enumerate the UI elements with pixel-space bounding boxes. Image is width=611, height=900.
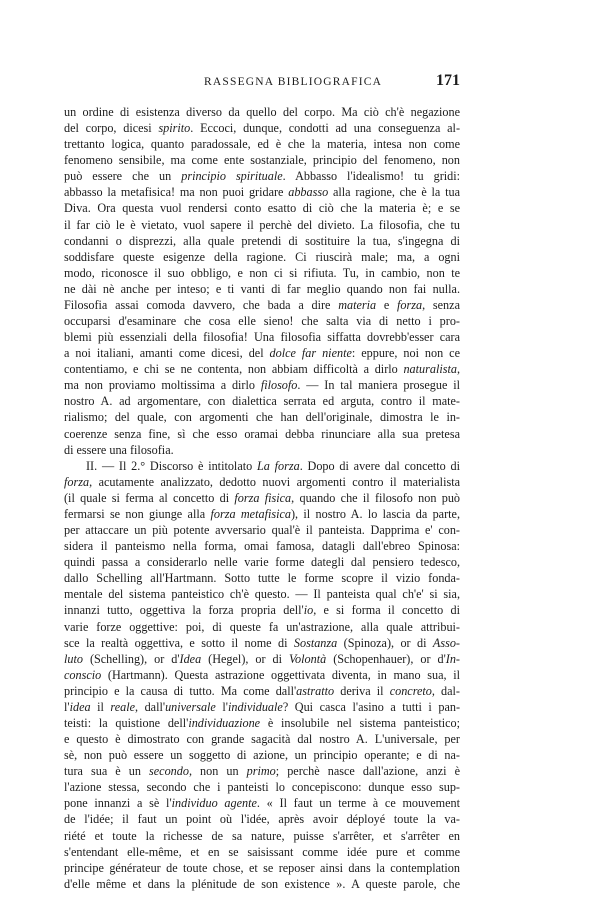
italic-text: reale — [110, 699, 136, 714]
text-segment: ma non proviamo moltissima a dirlo — [64, 378, 261, 393]
text-segment: innanzi tutto, oggettiva la forza propria dell' — [64, 603, 304, 618]
italic-text: secondo — [149, 764, 189, 779]
text-line — [64, 763, 460, 779]
text-line — [64, 136, 460, 152]
text-segment: è insolubile nel sistema panteistico; — [260, 715, 460, 730]
italic-text: individuale — [227, 699, 283, 714]
page-number: 171 — [436, 72, 460, 89]
text-segment: . Dopo di avere dal concetto di — [299, 458, 460, 473]
text-segment: di essere una filosofia. — [64, 442, 174, 457]
text-segment: deriva il — [334, 683, 390, 698]
text-segment: sce la realtà oggettiva, e sotto il nome di — [64, 635, 294, 650]
text-segment: Diva. Ora questa vuol rendersi conto esatto di ciò che la materia è; e se — [64, 201, 460, 216]
text-segment: condanni o disprezzi, alla quale pretendi di sostituire la tua, s'ingegna di — [64, 233, 460, 248]
text-segment: de l'idée; il faut un point où l'idée, après avoir déployé toute la va- — [64, 812, 460, 827]
italic-text: abbasso — [288, 185, 329, 200]
text-segment: coerenze senza fine, sì che esso oramai debba rinunciare alla sua pretesa — [64, 426, 460, 441]
text-segment: , senza — [422, 297, 460, 312]
italic-text: dolce far niente — [269, 346, 352, 361]
text-segment: , dal- — [431, 683, 460, 698]
text-line — [64, 152, 460, 168]
text-segment: ), il nostro A. lo lascia da parte, — [290, 506, 460, 521]
italic-text: forza metafisica — [210, 506, 291, 521]
text-line — [64, 313, 460, 329]
text-line — [64, 217, 460, 233]
text-segment: , non un — [188, 764, 247, 779]
text-segment: l' — [215, 699, 228, 714]
text-segment: contentiamo, e chi se ne contenta, non abbiam difficoltà a dirlo — [64, 362, 404, 377]
text-segment: il — [90, 699, 111, 714]
text-segment: ne dài nè anche per inteso; e ti vanti di far meglio quando non fai nulla. — [64, 281, 460, 296]
italic-text: materia — [338, 297, 377, 312]
text-segment: ; perchè nasce dall'azione, anzi è — [275, 764, 460, 779]
text-segment: sè, non può essere un soggetto di azione, un principio operante; e di na- — [64, 748, 460, 763]
text-line — [64, 361, 460, 377]
italic-text: spirito — [158, 121, 191, 136]
text-segment: (Hartmann). Questa astrazione oggettivata diventa, in mano sua, il — [101, 667, 460, 682]
italic-text: primo — [246, 764, 276, 779]
text-segment: , e si forma il concetto di — [313, 603, 460, 618]
text-line — [64, 747, 460, 763]
text-line — [64, 393, 460, 409]
text-line — [64, 409, 460, 425]
text-line — [64, 683, 460, 699]
text-line — [64, 104, 460, 120]
text-segment: . « Il faut un terme à ce mouvement — [256, 796, 460, 811]
text-segment: principio e la causa di tutto. Ma come dall' — [64, 683, 297, 698]
text-segment: rialismo; del quale, con argomenti che han dell'originale, dimostra le in- — [64, 410, 460, 425]
italic-text: filosofo — [260, 378, 298, 393]
text-line — [64, 522, 460, 538]
text-line — [64, 635, 460, 651]
text-line — [64, 667, 460, 683]
text-segment: blemi più essenziali della filosofia! Una filosofia siffatta dovrebb'esser cara — [64, 330, 460, 345]
italic-text: forza fisica — [234, 490, 292, 505]
text-segment: (Spinoza), or di — [337, 635, 433, 650]
text-line — [64, 876, 460, 892]
text-line — [64, 844, 460, 860]
text-segment: d'elle même et dans la plénitude de son existence ». A queste parole, che — [64, 876, 460, 891]
text-line — [64, 297, 460, 313]
italic-text: individuo agente — [171, 796, 257, 811]
text-segment: sidera il panteismo nella forma, omai famosa, datagli dall'ebreo Spinosa: — [64, 539, 460, 554]
text-segment: varie forze oggettive: poi, di queste fa un'astrazione, alla quale attribui- — [64, 619, 460, 634]
text-segment: e — [376, 297, 398, 312]
text-segment: , — [456, 362, 460, 377]
text-segment: , dall' — [135, 699, 166, 714]
text-segment: (Hegel), or di — [201, 651, 289, 666]
text-segment: dallo Schelling all'Hartmann. Sotto tutte le forme scopre il vizio fonda- — [64, 571, 460, 586]
text-segment: occuparsi d'esaminare che cosa elle sieno! che salta via di netto i pro- — [64, 314, 460, 329]
text-line — [64, 442, 460, 458]
italic-text: io — [303, 603, 314, 618]
text-segment: soddisfare queste esigenze della ragione. Ci riuscirà male; ma, a ogni — [64, 249, 460, 264]
text-line — [64, 281, 460, 297]
text-segment: tura sua è un — [64, 764, 150, 779]
text-line — [64, 249, 460, 265]
text-segment: può essere che un — [64, 169, 182, 184]
text-line — [64, 265, 460, 281]
text-line — [64, 329, 460, 345]
text-line — [64, 120, 460, 136]
text-segment: abbasso la metafisica! ma non puoi gridare — [64, 185, 289, 200]
text-line — [64, 554, 460, 570]
text-line — [64, 619, 460, 635]
italic-text: idea — [69, 699, 91, 714]
italic-text: Asso- — [432, 635, 460, 650]
text-segment: modo, riconosce il suo obbligo, e non ci si rifiuta. Tu, in cambio, non te — [64, 265, 460, 280]
text-segment: fenomeno sensibile, ma come ente sostanziale, principio del fenomeno, non — [64, 153, 460, 168]
italic-text: conscio — [64, 667, 102, 682]
text-segment: teisti: la quistione dell' — [64, 715, 189, 730]
text-segment: , quando che il filosofo non può — [291, 490, 460, 505]
text-segment: l'azione stessa, secondo che i panteisti lo concepiscono: dunque esso sup- — [64, 780, 460, 795]
text-segment: Filosofia assai comoda davvero, che bada a dire — [64, 297, 339, 312]
text-line — [64, 795, 460, 811]
running-head — [64, 74, 460, 96]
text-segment: l' — [64, 699, 70, 714]
text-segment: per attaccare un più potente avversario qual'è il panteista. Dapprima e' con- — [64, 523, 460, 538]
text-line — [64, 458, 460, 474]
text-segment: fermarsi se non giunge alla — [64, 506, 211, 521]
text-line — [64, 828, 460, 844]
italic-text: universale — [165, 699, 216, 714]
text-line — [64, 779, 460, 795]
text-line — [64, 345, 460, 361]
text-line — [64, 811, 460, 827]
text-line — [64, 474, 460, 490]
italic-text: astratto — [296, 683, 335, 698]
text-line — [64, 860, 460, 876]
text-line — [64, 570, 460, 586]
text-segment: nostro A. ad argomentare, con dialettica serrata ed arguta, contro il mate- — [64, 394, 460, 409]
text-segment: e questo è dimostrato con grande sagacità dal nostro A. L'universale, per — [64, 732, 460, 747]
italic-text: forza — [64, 474, 90, 489]
text-line — [64, 538, 460, 554]
text-segment: s'entendant elle-même, et en se saisissant comme idée pure et comme — [64, 844, 460, 859]
text-segment: (Schopenhauer), or d' — [326, 651, 446, 666]
text-line — [64, 506, 460, 522]
text-segment: . — In tal maniera prosegue il — [297, 378, 460, 393]
text-line — [64, 586, 460, 602]
text-segment: II. — Il 2.° Discorso è intitolato — [86, 458, 257, 473]
text-segment: principe générateur de toute chose, et se reposer ainsi dans la contemplation — [64, 860, 460, 875]
text-segment: quindi passa a considerarlo nelle varie forme dategli dal pensiero tedesco, — [64, 555, 460, 570]
italic-text: concreto — [389, 683, 432, 698]
text-segment: del corpo, dicesi — [64, 121, 159, 136]
text-segment: trettanto logica, quanto paradossale, ed è che la materia, intesa non come — [64, 137, 460, 152]
text-line — [64, 233, 460, 249]
text-line — [64, 731, 460, 747]
text-line — [64, 651, 460, 667]
italic-text: principio spirituale — [181, 169, 283, 184]
text-segment: . Eccoci, dunque, condotti ad una conseguenza al- — [190, 121, 460, 136]
text-line — [64, 490, 460, 506]
text-segment: riété et toute la richesse de sa nature, puisse s'arrêter, et s'arrêter en — [64, 828, 460, 843]
text-segment: un ordine di esistenza diverso da quello del corpo. Ma ciò ch'è negazione — [64, 105, 460, 119]
text-line — [64, 168, 460, 184]
text-segment: mentale del sistema panteistico ch'è questo. — Il panteista qual ch'e' si sia, — [64, 587, 460, 602]
italic-text: Volontà — [288, 651, 327, 666]
italic-text: luto — [64, 651, 83, 666]
italic-text: La forza — [257, 458, 300, 473]
text-segment: alla ragione, che è la tua — [328, 185, 460, 200]
body-text — [64, 104, 460, 892]
text-segment: pone innanzi a sè l' — [64, 796, 172, 811]
text-line — [64, 377, 460, 393]
text-segment: il far ciò le è vietato, vuol sapere il perchè del divieto. La filosofia, che tu — [64, 217, 460, 232]
text-segment: a noi italiani, amanti come dicesi, del — [64, 346, 270, 361]
text-segment: (il quale si ferma al concetto di — [64, 490, 235, 505]
text-line — [64, 699, 460, 715]
italic-text: Sostanza — [293, 635, 338, 650]
text-segment: . Abbasso l'idealismo! tu gridi: — [282, 169, 460, 184]
text-segment: (Schelling), or d' — [82, 651, 180, 666]
text-segment: ? Qui casca l'asino a tutti i pan- — [282, 699, 460, 714]
italic-text: Idea — [179, 651, 202, 666]
text-line — [64, 715, 460, 731]
italic-text: individuazione — [188, 715, 261, 730]
text-segment: , acutamente analizzato, dedotto nuovi argomenti contro il materialista — [89, 474, 460, 489]
text-segment: : eppure, noi non ce — [351, 346, 460, 361]
running-title: RASSEGNA BIBLIOGRAFICA — [204, 76, 383, 88]
italic-text: forza — [397, 297, 423, 312]
text-line — [64, 184, 460, 200]
italic-text: naturalista — [403, 362, 457, 377]
text-line — [64, 200, 460, 216]
italic-text: In- — [445, 651, 460, 666]
text-line — [64, 602, 460, 618]
text-line — [64, 426, 460, 442]
